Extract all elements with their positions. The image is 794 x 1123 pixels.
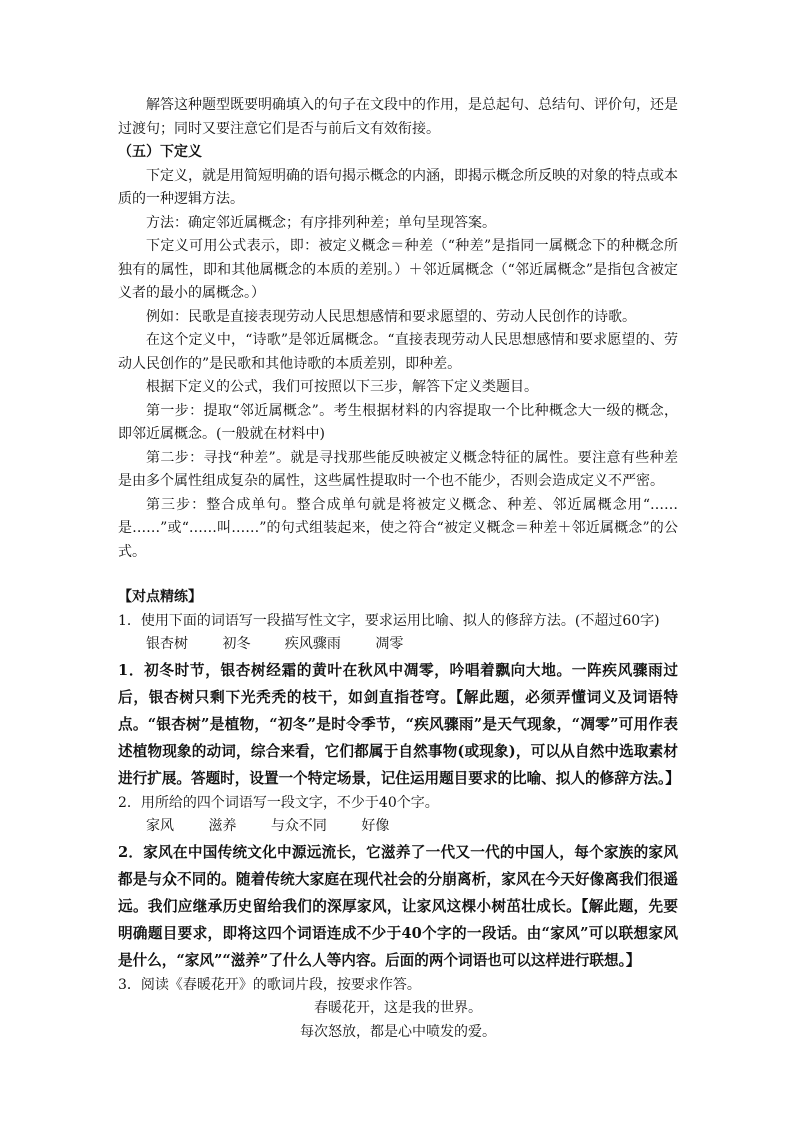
practice-title: 【对点精练】	[118, 589, 202, 605]
answer-2: 2．家风在中国传统文化中源远流长，它滋养了一代又一代的中国人，每个家族的家风都是与众不同的。随着传统大家庭在现代社会的分崩离析，家风在今天好像离我们很遥远。我们应继承历史留给我们的深厚家风，让家风这棵小树茁壮成长。【解此题，先要明确题目要求，即将这四个词语连成不少于40个字的一段话。由“家风”可以联想家风是什么，“家风”“滋养”了什么人等内容。后面的两个词语也可以这样进行联想。】	[118, 843, 678, 969]
section-title: （五）下定义	[118, 144, 202, 160]
word-item: 疾风骤雨	[284, 636, 341, 652]
formula-paragraph: 下定义可用公式表示，即：被定义概念＝种差（“种差”是指同一属概念下的种概念所独有的属性，即和其他属概念的本质的差别。）＋邻近属概念（“邻近属概念”是指包含被定义者的最小的属概念。）	[118, 238, 678, 301]
word-item: 滋养	[208, 818, 237, 834]
document-page	[118, 94, 678, 1044]
word-item: 凋零	[375, 636, 404, 652]
word-item: 好像	[361, 818, 390, 834]
method-paragraph: 方法：确定邻近属概念；有序排列种差；单句呈现答案。	[146, 214, 496, 231]
word-item: 家风	[146, 818, 174, 834]
example-explanation: 在这个定义中，“诗歌”是邻近属概念。“直接表现劳动人民思想感情和要求愿望的、劳动人民创作的”是民歌和其他诗歌的本质差别，即种差。	[118, 332, 678, 372]
steps-intro: 根据下定义的公式，我们可按照以下三步，解答下定义类题目。	[146, 379, 538, 395]
word-item: 银杏树	[146, 636, 188, 652]
definition-intro: 下定义，就是用简短明确的语句揭示概念的内涵，即揭示概念所反映的对象的特点或本质的一种逻辑方法。	[118, 167, 678, 207]
lyric-line-2: 每次怒放，都是心中喷发的爱。	[300, 1023, 496, 1040]
question-3: 3．阅读《春暖花开》的歌词片段，按要求作答。	[118, 976, 421, 993]
question-2: 2．用所给的四个词语写一段文字，不少于40个字。	[118, 794, 439, 811]
section-intro: 解答这种题型既要明确填入的句子在文段中的作用，是总起句、总结句、评价句，还是过渡句；同时又要注意它们是否与前后文有效衔接。	[118, 97, 678, 137]
spacer	[118, 564, 678, 586]
word-item: 与众不同	[270, 818, 327, 834]
step-one: 第一步：提取“邻近属概念”。考生根据材料的内容提取一个比种概念大一级的概念，即邻近属概念。(一般就在材料中)	[118, 402, 678, 442]
step-three: 第三步：整合成单句。整合成单句就是将被定义概念、种差、邻近属概念用“……是……”或“……叫……”的句式组装起来，使之符合“被定义概念＝种差＋邻近属概念”的公式。	[118, 496, 678, 560]
lyric-line-1: 春暖花开，这是我的世界。	[314, 1000, 482, 1016]
answer-1: 1．初冬时节，银杏树经霜的黄叶在秋风中凋零，吟唱着飘向大地。一阵疾风骤雨过后，银杏树只剩下光秃秃的枝干，如剑直指苍穹。【解此题，必须弄懂词义及词语特点。“银杏树”是植物，“初冬”是时令季节，“疾风骤雨”是天气现象，“凋零”可用作表述植物现象的动词，综合来看，它们都属于自然事物(或现象)，可以从自然中选取素材进行扩展。答题时，设置一个特定场景，记住运用题目要求的比喻、拟人的修辞方法。】	[118, 661, 680, 787]
question-1-words	[118, 633, 678, 657]
example-paragraph: 例如：民歌是直接表现劳动人民思想感情和要求愿望的、劳动人民创作的诗歌。	[146, 308, 636, 325]
question-2-words	[118, 815, 678, 839]
question-1: 1．使用下面的词语写一段描写性文字，要求运用比喻、拟人的修辞方法。(不超过60字)	[118, 612, 660, 629]
step-two: 第二步：寻找“种差”。就是寻找那些能反映被定义概念特征的属性。要注意有些种差是由多个属性组成复杂的属性，这些属性提取时一个也不能少，否则会造成定义不严密。	[118, 449, 678, 489]
word-item: 初冬	[222, 636, 251, 652]
